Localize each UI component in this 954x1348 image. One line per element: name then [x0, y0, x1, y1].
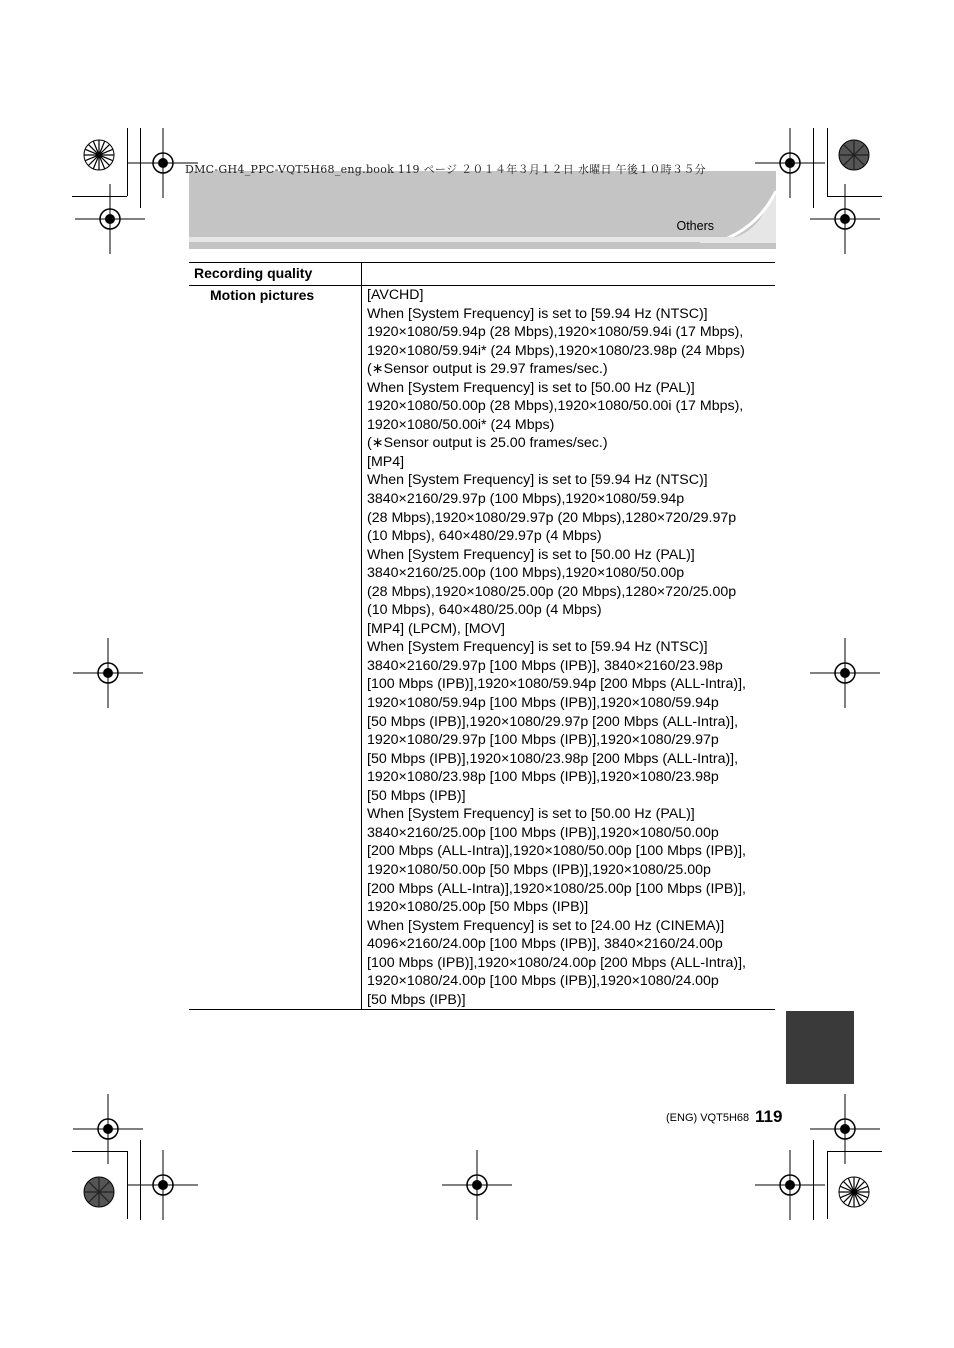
registration-mark: [128, 1150, 198, 1220]
table-column-divider: [361, 262, 362, 1010]
registration-mark: [755, 1150, 825, 1220]
spec-line: [200 Mbps (ALL-Intra)],1920×1080/50.00p [100 Mbps (IPB)],: [367, 843, 746, 860]
spec-line: 1920×1080/23.98p [100 Mbps (IPB)],1920×1080/23.98p: [367, 769, 719, 786]
spec-line: 1920×1080/59.94i* (24 Mbps),1920×1080/23.98p (24 Mbps): [367, 342, 745, 359]
section-label: Others: [676, 219, 714, 233]
spec-line: 1920×1080/50.00i* (24 Mbps): [367, 416, 555, 433]
spec-line: 1920×1080/50.00p (28 Mbps),1920×1080/50.00i (17 Mbps),: [367, 398, 744, 415]
spec-line: [200 Mbps (ALL-Intra)],1920×1080/25.00p [100 Mbps (IPB)],: [367, 880, 746, 897]
spec-line: 3840×2160/29.97p [100 Mbps (IPB)], 3840×2160/23.98p: [367, 657, 723, 674]
running-header: DMC-GH4_PPC-VQT5H68_eng.book 119 ページ ２０１４年３月１２日 水曜日 午後１０時３５分: [185, 163, 706, 176]
spec-line: [50 Mbps (IPB)]: [367, 991, 466, 1008]
spec-line: (∗Sensor output is 29.97 frames/sec.): [367, 361, 608, 378]
spec-line: When [System Frequency] is set to [50.00 Hz (PAL)]: [367, 806, 695, 823]
footer-code: (ENG) VQT5H68: [666, 1112, 750, 1124]
table-heading: Recording quality: [194, 265, 313, 281]
spec-line: When [System Frequency] is set to [24.00 Hz (CINEMA)]: [367, 917, 725, 934]
spec-line: [MP4]: [367, 453, 405, 470]
spec-line: (∗Sensor output is 25.00 frames/sec.): [367, 435, 608, 452]
spec-line: [100 Mbps (IPB)],1920×1080/59.94p [200 Mbps (ALL-Intra)],: [367, 676, 746, 693]
spec-line: [50 Mbps (IPB)],1920×1080/23.98p [200 Mbps (ALL-Intra)],: [367, 750, 739, 767]
banner-stripe: [189, 237, 776, 242]
spec-line: 3840×2160/25.00p (100 Mbps),1920×1080/50.00p: [367, 565, 685, 582]
table-subheading: Motion pictures: [210, 287, 315, 303]
spec-line: 1920×1080/25.00p [50 Mbps (IPB)]: [367, 899, 589, 916]
spec-line: When [System Frequency] is set to [50.00 Hz (PAL)]: [367, 379, 695, 396]
spec-line: [50 Mbps (IPB)],1920×1080/29.97p [200 Mbps (ALL-Intra)],: [367, 713, 739, 730]
spec-line: When [System Frequency] is set to [59.94 Hz (NTSC)]: [367, 305, 708, 322]
spec-line: [50 Mbps (IPB)]: [367, 787, 466, 804]
spec-text: [367, 286, 772, 1009]
page-number: 119: [755, 1107, 783, 1126]
spec-line: [AVCHD]: [367, 287, 424, 303]
rosette-mark: [83, 1176, 115, 1208]
spec-line: 1920×1080/50.00p [50 Mbps (IPB)],1920×1080/25.00p: [367, 861, 711, 878]
spec-line: (28 Mbps),1920×1080/29.97p (20 Mbps),1280×720/29.97p: [367, 509, 737, 526]
rosette-mark: [83, 139, 115, 171]
spec-line: 1920×1080/29.97p [100 Mbps (IPB)],1920×1080/29.97p: [367, 732, 719, 749]
spec-line: (28 Mbps),1920×1080/25.00p (20 Mbps),1280×720/25.00p: [367, 583, 737, 600]
spec-line: When [System Frequency] is set to [59.94 Hz (NTSC)]: [367, 472, 708, 489]
spec-line: When [System Frequency] is set to [50.00 Hz (PAL)]: [367, 546, 695, 563]
rosette-mark: [838, 139, 870, 171]
registration-mark: [73, 638, 143, 708]
spec-line: 4096×2160/24.00p [100 Mbps (IPB)], 3840×2160/24.00p: [367, 936, 723, 953]
spec-line: 1920×1080/59.94p (28 Mbps),1920×1080/59.94i (17 Mbps),: [367, 324, 744, 341]
spec-line: When [System Frequency] is set to [59.94 Hz (NTSC)]: [367, 639, 708, 656]
spec-line: (10 Mbps), 640×480/25.00p (4 Mbps): [367, 602, 602, 619]
spec-line: (10 Mbps), 640×480/29.97p (4 Mbps): [367, 528, 602, 545]
rosette-mark: [838, 1176, 870, 1208]
spec-line: [100 Mbps (IPB)],1920×1080/24.00p [200 Mbps (ALL-Intra)],: [367, 954, 746, 971]
section-tab: [786, 1011, 854, 1084]
registration-mark: [442, 1150, 512, 1220]
spec-line: 3840×2160/25.00p [100 Mbps (IPB)],1920×1080/50.00p: [367, 824, 719, 841]
spec-line: [MP4] (LPCM), [MOV]: [367, 620, 505, 637]
table-border-top: [189, 262, 775, 263]
spec-line: 3840×2160/29.97p (100 Mbps),1920×1080/59.94p: [367, 491, 685, 508]
spec-line: 1920×1080/59.94p [100 Mbps (IPB)],1920×1080/59.94p: [367, 695, 719, 712]
registration-mark: [810, 638, 880, 708]
spec-line: 1920×1080/24.00p [100 Mbps (IPB)],1920×1080/24.00p: [367, 973, 719, 990]
